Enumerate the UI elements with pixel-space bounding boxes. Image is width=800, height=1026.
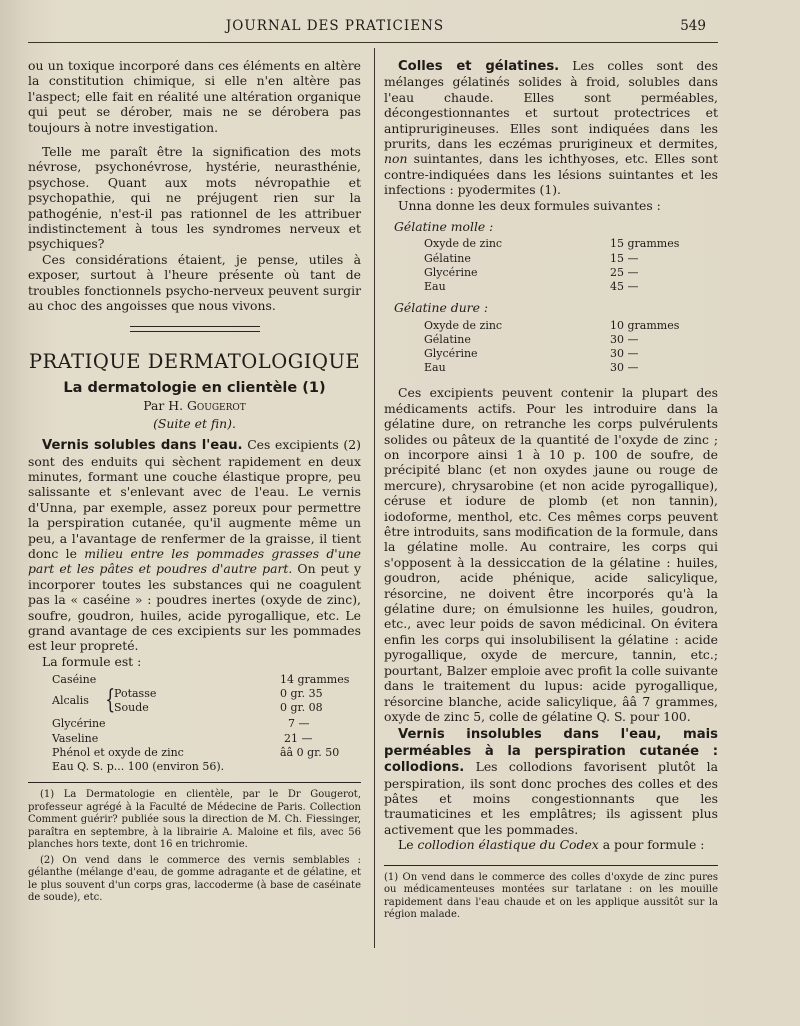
paragraph [384, 58, 718, 198]
paragraph: Telle me paraît être la signification des mots névrose, psychonévrose, hystérie, neurasthénie, psychose. Quant aux mots névropathie et psychopathie, qui ne préjugent rien sur la pathogénie, n'est-il pas rationnel de les attribuer indistinctement à tous les syndromes nerveux et psychiques? [28, 144, 361, 252]
formula-row [424, 237, 718, 251]
ingredient: Caséine [52, 673, 97, 687]
footnote: (1) La Dermatologie en clientèle, par le Dr Gougerot, professeur agrégé à la Faculté de Médecine de Paris. Collection Comment guérir? publiée sous la direction de M. Ch. Fiessinger, paraîtra en septembre, à la librairie A. Maloine et fils, avec 56 planches hors texte, dont 16 en trichromie. [28, 789, 361, 851]
quantity: 0 gr. 08 [280, 701, 323, 715]
footnote-rule [384, 865, 718, 866]
footnote: (2) On vend dans le commerce des vernis semblables : gélanthe (mélange d'eau, de gomme adragante et de gélatine, et le plus souvent d'un corps gras, laccoderme (à base de caséinate de soude), etc. [28, 854, 361, 904]
section-title: PRATIQUE DERMATOLOGIQUE [28, 349, 361, 373]
footnote: (1) On vend dans le commerce des colles d'oxyde de zinc pures ou médicamenteuses montées sur tarlatane : on les mouille rapidement dans l'eau chaude et on les applique aussitôt sur la région malade. [384, 871, 718, 921]
ingredient: Gélatine [424, 332, 471, 346]
running-head [0, 18, 800, 40]
right-column [384, 58, 718, 922]
paragraph [28, 437, 361, 654]
ingredient: Soude [114, 701, 149, 715]
quantity: 30 — [610, 347, 639, 360]
section-separator [130, 326, 260, 332]
footnotes [384, 872, 718, 922]
ingredient: Eau [424, 361, 446, 375]
ingredient: Potasse [114, 687, 157, 701]
text-run: On peut y incorporer toutes les substances qui ne coagulent pas la « caséine » : poudres inertes (oxyde de zinc), soufre, goudron, huiles, acide pyrogallique, etc. Le grand avantage de ces excipients sur les pommades est leur propreté. [28, 561, 361, 654]
ingredient: Oxyde de zinc [424, 318, 503, 332]
quantity: 30 — [610, 361, 639, 375]
quantity: 14 grammes [280, 673, 350, 687]
paragraph [384, 837, 718, 852]
formula-title: Gélatine molle : [394, 219, 494, 235]
formula-row [52, 746, 361, 760]
quantity: 7 — [288, 717, 310, 731]
ingredient: Eau Q. S. p... 100 (environ 56). [52, 759, 225, 773]
formula-row [424, 347, 718, 361]
italic-run: milieu entre les pommades grasses d'une part et les pâtes et poudres d'autre part. [28, 545, 362, 577]
italic-run: non [384, 151, 408, 167]
formula-row [52, 760, 361, 774]
quantity: ââ 0 gr. 50 [280, 745, 340, 759]
byline-prefix: Par H. [143, 398, 184, 414]
formula-row [52, 732, 361, 746]
ingredient: Phénol et oxyde de zinc [52, 745, 184, 759]
byline [28, 398, 361, 413]
formula-table-dure [424, 319, 718, 376]
quantity: 15 — [610, 251, 639, 265]
ingredient: Vaseline [52, 731, 99, 745]
ingredient: Oxyde de zinc [424, 237, 503, 251]
ingredient: Glycérine [424, 347, 478, 360]
text-run: a pour formule : [598, 837, 705, 853]
author-name: Gougerot [186, 398, 246, 414]
run-in-heading: Colles et gélatines. [398, 59, 560, 74]
ingredient: Gélatine [424, 251, 471, 265]
paragraph: ou un toxique incorporé dans ces éléments en altère la constitution chimique, si elle n'en altère pas l'aspect; elle fait en réalité une altération organique qui peut se dérober, mais ne se dérobera pas toujours à notre investigation. [28, 58, 361, 135]
formula-row [424, 266, 718, 280]
text-run: suintantes, dans les ichthyoses, etc. Elles sont contre-indiquées dans les lésions suintantes et les infections : pyodermites (1). [384, 151, 718, 198]
paragraph: Unna donne les deux formules suivantes : [398, 197, 661, 213]
quantity: 30 — [610, 332, 639, 346]
text-run: Les collodions favorisent plutôt la perspiration, ils sont donc proches des colles et des pâtes et moins congestionnants que les traumaticines et les emplâtres; ils agissent plus activement que les pommades. [384, 759, 718, 837]
formula-table [52, 673, 361, 774]
footnote-rule [28, 782, 361, 783]
ingredient: Eau [424, 280, 446, 294]
ingredient-group: Alcalis [52, 694, 89, 708]
header-rule [28, 42, 718, 43]
formula-row [424, 252, 718, 266]
formula-row [424, 280, 718, 294]
formula-row [52, 717, 361, 731]
footnotes [28, 789, 361, 905]
quantity: 21 — [284, 731, 313, 745]
run-in-heading: Vernis insolubles dans l'eau, mais perméables à la perspiration cutanée : collodions. [384, 727, 718, 776]
ingredient: Glycérine [52, 717, 106, 731]
formula-row [52, 673, 361, 687]
formula-title: Gélatine dure : [394, 300, 489, 316]
formula-row [424, 319, 718, 333]
quantity: 0 gr. 35 [280, 687, 323, 701]
quantity: 10 grammes [610, 318, 680, 332]
paragraph [384, 726, 718, 837]
text-run: Le [398, 837, 418, 853]
quantity: 25 — [610, 265, 639, 279]
formula-intro: La formule est : [42, 653, 142, 669]
page-number: 549 [680, 18, 706, 34]
brace-icon: { [105, 685, 116, 716]
quantity: 15 grammes [610, 237, 680, 251]
column-divider [374, 48, 375, 948]
formula-table-molle [424, 237, 718, 294]
run-in-heading: Vernis solubles dans l'eau. [42, 438, 243, 454]
italic-run: collodion élastique du Codex [417, 837, 599, 853]
formula-row [424, 361, 718, 375]
continuation-note: (Suite et fin). [153, 415, 236, 431]
left-column [28, 58, 361, 908]
article-title: La dermatologie en clientèle (1) [63, 379, 326, 396]
paragraph: Ces considérations étaient, je pense, utiles à exposer, surtout à l'heure présente où tant de troubles fonctionnels psycho-nerveux peuvent surgir au choc des angoisses que nous vivons. [28, 251, 361, 314]
ingredient: Glycérine [424, 265, 478, 279]
text-run: Les colles sont des mélanges gélatinés solides à froid, solubles dans l'eau chaude. Elles sont perméables, décongestionnantes et surtout protectrices et antiprurigineuses. Elles sont indiquées dans les prurits, dans les eczémas prurigineux et dermites, [384, 58, 718, 152]
text-run: Ces excipients (2) sont des enduits qui sèchent rapidement en deux minutes, formant une couche élastique propre, peu salissante et s'enlevant avec de l'eau. Le vernis d'Unna, par exemple, assez poreux pour permettre la perspiration cutanée, qu'il augmente même un peu, a l'avantage de renfermer de la graisse, il tient donc le [28, 437, 361, 561]
formula-row-alcalis [52, 687, 361, 717]
quantity: 45 — [610, 280, 639, 294]
formula-row [424, 333, 718, 347]
journal-title: JOURNAL DES PRATICIENS [225, 18, 445, 34]
paragraph: Ces excipients peuvent contenir la plupart des médicaments actifs. Pour les introduire dans la gélatine dure, on retranche les corps pulvérulents solides ou pâteux de la quantité de l'oxyde de zinc ; on incorpore ainsi 1 à 10 p. 100 de soufre, de précipité blanc (et non oxydes jaune ou rouge de mercure), chrysarobine (et non acide pyrogallique), céruse et iodure de plomb (et non tannin), iodoforme, menthol, etc. Ces mêmes corps peuvent être introduits, sans modification de la formule, dans la gélatine molle. Au contraire, les corps qui s'opposent à la dessiccation de la gélatine : huiles, goudron, acide phénique, acide salicylique, résorcine, ne doivent être incorporés qu'à la gélatine dure; on émulsionne les huiles, goudron, etc., avec leur poids de savon médicinal. On évitera enfin les corps qui insolubilisent la gélatine : acide pyrogallique, oxyde de mercure, tannin, etc.; pourtant, Balzer emploie avec profit la colle suivante dans le traitement du lupus: acide pyrogallique, résorcine blanche, acide salicylique, ââ 7 grammes, oxyde de zinc 5, colle de gélatine Q. S. pour 100. [384, 385, 718, 724]
